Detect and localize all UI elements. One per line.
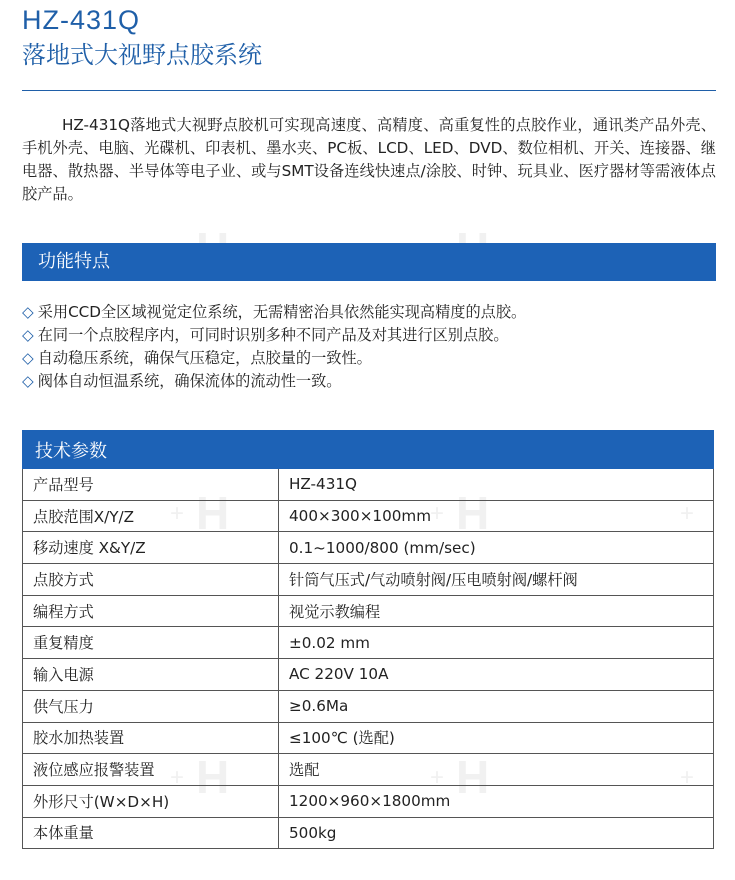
watermark-mark: + H xyxy=(170,751,230,803)
diamond-bullet-icon: ◇ xyxy=(22,372,34,390)
spec-value: 针筒气压式/气动喷射阀/压电喷射阀/螺杆阀 xyxy=(279,564,714,596)
spec-row xyxy=(23,690,714,722)
spec-label: 点胶方式 xyxy=(23,564,279,596)
feature-text: 在同一个点胶程序内，可同时识别多种不同产品及对其进行区别点胶。 xyxy=(37,326,509,344)
spec-value: 0.1~1000/800 (mm/sec) xyxy=(279,532,714,564)
spec-label: 胶水加热装置 xyxy=(23,722,279,754)
spec-label: 外形尺寸(W×D×H) xyxy=(23,785,279,817)
spec-table xyxy=(22,430,714,849)
diamond-bullet-icon: ◇ xyxy=(22,303,34,321)
spec-label: 本体重量 xyxy=(23,817,279,849)
spec-label: 液位感应报警装置 xyxy=(23,754,279,786)
diamond-bullet-icon: ◇ xyxy=(22,349,34,367)
spec-value: HZ-431Q xyxy=(279,469,714,501)
spec-row xyxy=(23,532,714,564)
watermark-mark: + H xyxy=(170,487,230,539)
spec-label: 重复精度 xyxy=(23,627,279,659)
spec-row xyxy=(23,595,714,627)
watermark-letter: H xyxy=(196,487,230,539)
spec-value: 选配 xyxy=(279,754,714,786)
spec-row xyxy=(23,817,714,849)
spec-value: 1200×960×1800mm xyxy=(279,785,714,817)
watermark-letter: H xyxy=(196,751,230,803)
spec-value: AC 220V 10A xyxy=(279,659,714,691)
spec-value: 视觉示教编程 xyxy=(279,595,714,627)
spec-row xyxy=(23,469,714,501)
spec-row xyxy=(23,500,714,532)
feature-item xyxy=(22,347,716,370)
features-title: 功能特点 xyxy=(38,251,110,272)
intro-paragraph: HZ-431Q落地式大视野点胶机可实现高速度、高精度、高重复性的点胶作业，通讯类产品外壳、手机外壳、电脑、光碟机、印表机、墨水夹、PC板、LCD、LED、DVD、数位相机、开关、连接器、继电器、散热器、半导体等电子业、或与SMT设备连线快速点/涂胶、时钟、玩具业、医疗器材等需液体点胶产品。 xyxy=(22,116,716,203)
feature-item xyxy=(22,370,716,393)
spec-table-header-row xyxy=(23,431,714,469)
feature-item xyxy=(22,324,716,347)
page-header xyxy=(22,4,262,72)
spec-label: 点胶范围X/Y/Z xyxy=(23,500,279,532)
spec-label: 供气压力 xyxy=(23,690,279,722)
header-divider xyxy=(22,90,716,91)
feature-text: 自动稳压系统，确保气压稳定，点胶量的一致性。 xyxy=(37,349,372,367)
spec-value: ≥0.6Ma xyxy=(279,690,714,722)
feature-item xyxy=(22,301,716,324)
spec-label: 编程方式 xyxy=(23,595,279,627)
spec-row xyxy=(23,627,714,659)
spec-row xyxy=(23,659,714,691)
spec-label: 移动速度 X&Y/Z xyxy=(23,532,279,564)
feature-text: 采用CCD全区域视觉定位系统，无需精密治具依然能实现高精度的点胶。 xyxy=(37,303,527,321)
watermark-mark: + H xyxy=(430,751,490,803)
spec-label: 输入电源 xyxy=(23,659,279,691)
watermark-letter: H xyxy=(456,487,490,539)
spec-row xyxy=(23,722,714,754)
product-title: 落地式大视野点胶系统 xyxy=(22,41,262,69)
watermark-letter: H xyxy=(456,751,490,803)
features-section-header xyxy=(22,243,716,281)
watermark-mark: + H xyxy=(430,487,490,539)
spec-row xyxy=(23,754,714,786)
spec-value: 500kg xyxy=(279,817,714,849)
diamond-bullet-icon: ◇ xyxy=(22,326,34,344)
spec-value: ≤100℃ (选配) xyxy=(279,722,714,754)
spec-value: 400×300×100mm xyxy=(279,500,714,532)
features-list xyxy=(22,301,716,393)
spec-row xyxy=(23,564,714,596)
specs-title: 技术参数 xyxy=(23,431,714,469)
model-title: HZ-431Q xyxy=(22,5,141,35)
feature-text: 阀体自动恒温系统，确保流体的流动性一致。 xyxy=(37,372,342,390)
spec-label: 产品型号 xyxy=(23,469,279,501)
spec-value: ±0.02 mm xyxy=(279,627,714,659)
spec-row xyxy=(23,785,714,817)
